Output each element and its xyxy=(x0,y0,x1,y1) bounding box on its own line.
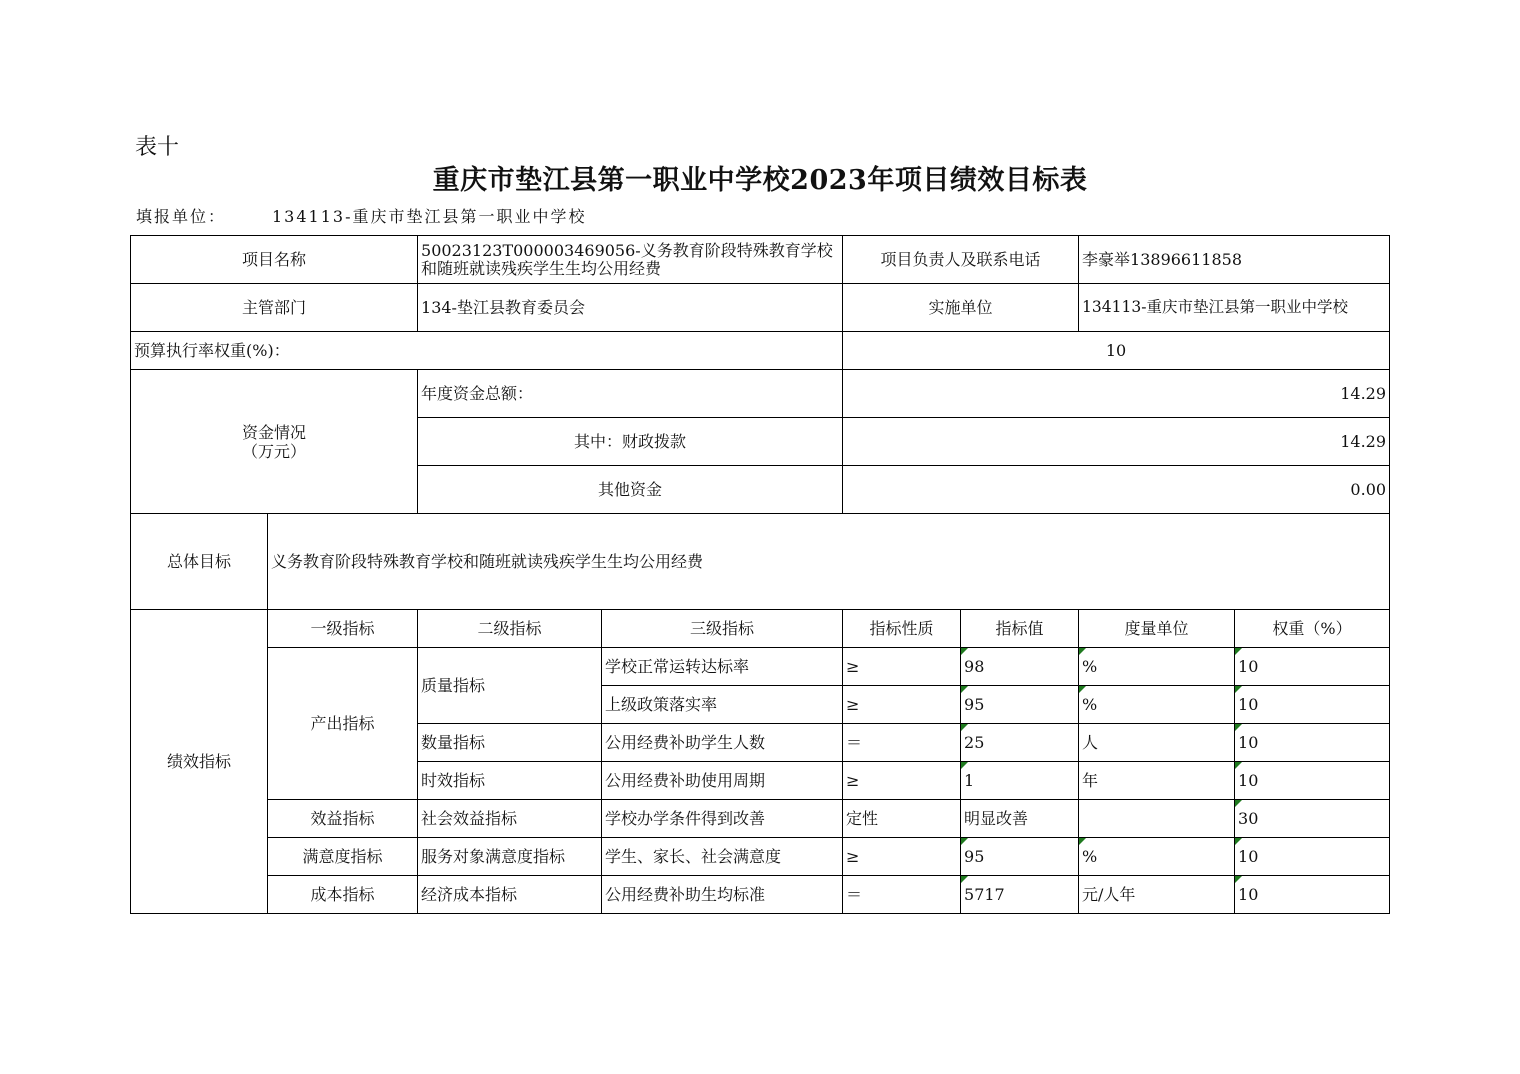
header-value: 指标值 xyxy=(961,610,1079,648)
goal-value: 义务教育阶段特殊教育学校和随班就读残疾学生生均公用经费 xyxy=(268,514,1390,610)
indicator-value: 明显改善 xyxy=(961,800,1079,838)
filing-unit-label: 填报单位： xyxy=(136,207,227,226)
indicator-name: 公用经费补助学生人数 xyxy=(602,724,843,762)
indicator-unit: 元/人年 xyxy=(1079,876,1235,914)
indicator-unit: % xyxy=(1079,838,1235,876)
header-unit: 度量单位 xyxy=(1079,610,1235,648)
indicator-row xyxy=(131,838,1390,876)
header-level1: 一级指标 xyxy=(268,610,418,648)
indicator-unit: 年 xyxy=(1079,762,1235,800)
level2-quality: 质量指标 xyxy=(418,648,602,724)
level2-service: 服务对象满意度指标 xyxy=(418,838,602,876)
indicator-weight: 10 xyxy=(1235,686,1390,724)
funds-fiscal-label: 其中：财政拨款 xyxy=(418,418,843,466)
indicator-weight: 10 xyxy=(1235,762,1390,800)
row-overall-goal xyxy=(131,514,1390,610)
indicator-name: 学校正常运转达标率 xyxy=(602,648,843,686)
goal-label: 总体目标 xyxy=(131,514,268,610)
indicator-row xyxy=(131,876,1390,914)
header-nature: 指标性质 xyxy=(843,610,961,648)
indicator-nature: 定性 xyxy=(843,800,961,838)
indicator-unit: 人 xyxy=(1079,724,1235,762)
funds-other-value: 0.00 xyxy=(843,466,1390,514)
page-title: 重庆市垫江县第一职业中学校2023年项目绩效目标表 xyxy=(432,165,1088,196)
indicator-name: 公用经费补助使用周期 xyxy=(602,762,843,800)
indicator-name: 学生、家长、社会满意度 xyxy=(602,838,843,876)
performance-table xyxy=(130,235,1390,914)
dept-label: 主管部门 xyxy=(131,284,418,332)
level1-satisfaction: 满意度指标 xyxy=(268,838,418,876)
level2-economic: 经济成本指标 xyxy=(418,876,602,914)
funds-fiscal-value: 14.29 xyxy=(843,418,1390,466)
project-name-label: 项目名称 xyxy=(131,236,418,284)
funds-other-label: 其他资金 xyxy=(418,466,843,514)
indicator-name: 上级政策落实率 xyxy=(602,686,843,724)
indicator-header-row xyxy=(131,610,1390,648)
funds-total-label: 年度资金总额： xyxy=(418,370,843,418)
header-weight: 权重（%） xyxy=(1235,610,1390,648)
indicator-nature: ≥ xyxy=(843,838,961,876)
indicator-row xyxy=(131,800,1390,838)
indicator-value: 95 xyxy=(961,686,1079,724)
indicator-value: 1 xyxy=(961,762,1079,800)
budget-rate-value: 10 xyxy=(843,332,1390,370)
indicator-name: 公用经费补助生均标准 xyxy=(602,876,843,914)
indicator-unit: % xyxy=(1079,648,1235,686)
indicator-nature: ≥ xyxy=(843,686,961,724)
level1-cost: 成本指标 xyxy=(268,876,418,914)
indicator-nature: ＝ xyxy=(843,876,961,914)
funds-label: 资金情况 xyxy=(242,422,307,442)
filing-unit-value: 134113-重庆市垫江县第一职业中学校 xyxy=(272,207,587,226)
funds-unit: （万元） xyxy=(242,441,307,461)
indicator-unit: % xyxy=(1079,686,1235,724)
row-department xyxy=(131,284,1390,332)
row-funds-total xyxy=(131,370,1390,418)
indicator-nature: ＝ xyxy=(843,724,961,762)
indicator-nature: ≥ xyxy=(843,762,961,800)
level1-output: 产出指标 xyxy=(268,648,418,800)
indicator-value: 5717 xyxy=(961,876,1079,914)
level1-benefit: 效益指标 xyxy=(268,800,418,838)
row-project-name xyxy=(131,236,1390,284)
indicators-label: 绩效指标 xyxy=(131,610,268,914)
level2-social: 社会效益指标 xyxy=(418,800,602,838)
level2-timeliness: 时效指标 xyxy=(418,762,602,800)
manager-value: 李豪举13896611858 xyxy=(1079,236,1390,284)
indicator-unit xyxy=(1079,800,1235,838)
row-budget-rate xyxy=(131,332,1390,370)
funds-total-value: 14.29 xyxy=(843,370,1390,418)
header-level3: 三级指标 xyxy=(602,610,843,648)
table-number: 表十 xyxy=(135,135,180,160)
indicator-nature: ≥ xyxy=(843,648,961,686)
indicator-weight: 10 xyxy=(1235,838,1390,876)
filing-unit-line xyxy=(136,204,587,227)
impl-label: 实施单位 xyxy=(843,284,1079,332)
impl-value: 134113-重庆市垫江县第一职业中学校 xyxy=(1079,284,1390,332)
indicator-value: 25 xyxy=(961,724,1079,762)
indicator-weight: 10 xyxy=(1235,648,1390,686)
indicator-row xyxy=(131,648,1390,686)
indicator-weight: 30 xyxy=(1235,800,1390,838)
dept-value: 134-垫江县教育委员会 xyxy=(418,284,843,332)
budget-rate-label: 预算执行率权重(%)： xyxy=(131,332,843,370)
manager-label: 项目负责人及联系电话 xyxy=(843,236,1079,284)
indicator-value: 98 xyxy=(961,648,1079,686)
level2-quantity: 数量指标 xyxy=(418,724,602,762)
indicator-weight: 10 xyxy=(1235,876,1390,914)
indicator-value: 95 xyxy=(961,838,1079,876)
funds-label-cell xyxy=(131,370,418,514)
project-name-value: 50023123T000003469056-义务教育阶段特殊教育学校和随班就读残疾学生生均公用经费 xyxy=(418,236,843,284)
indicator-name: 学校办学条件得到改善 xyxy=(602,800,843,838)
indicator-weight: 10 xyxy=(1235,724,1390,762)
header-level2: 二级指标 xyxy=(418,610,602,648)
